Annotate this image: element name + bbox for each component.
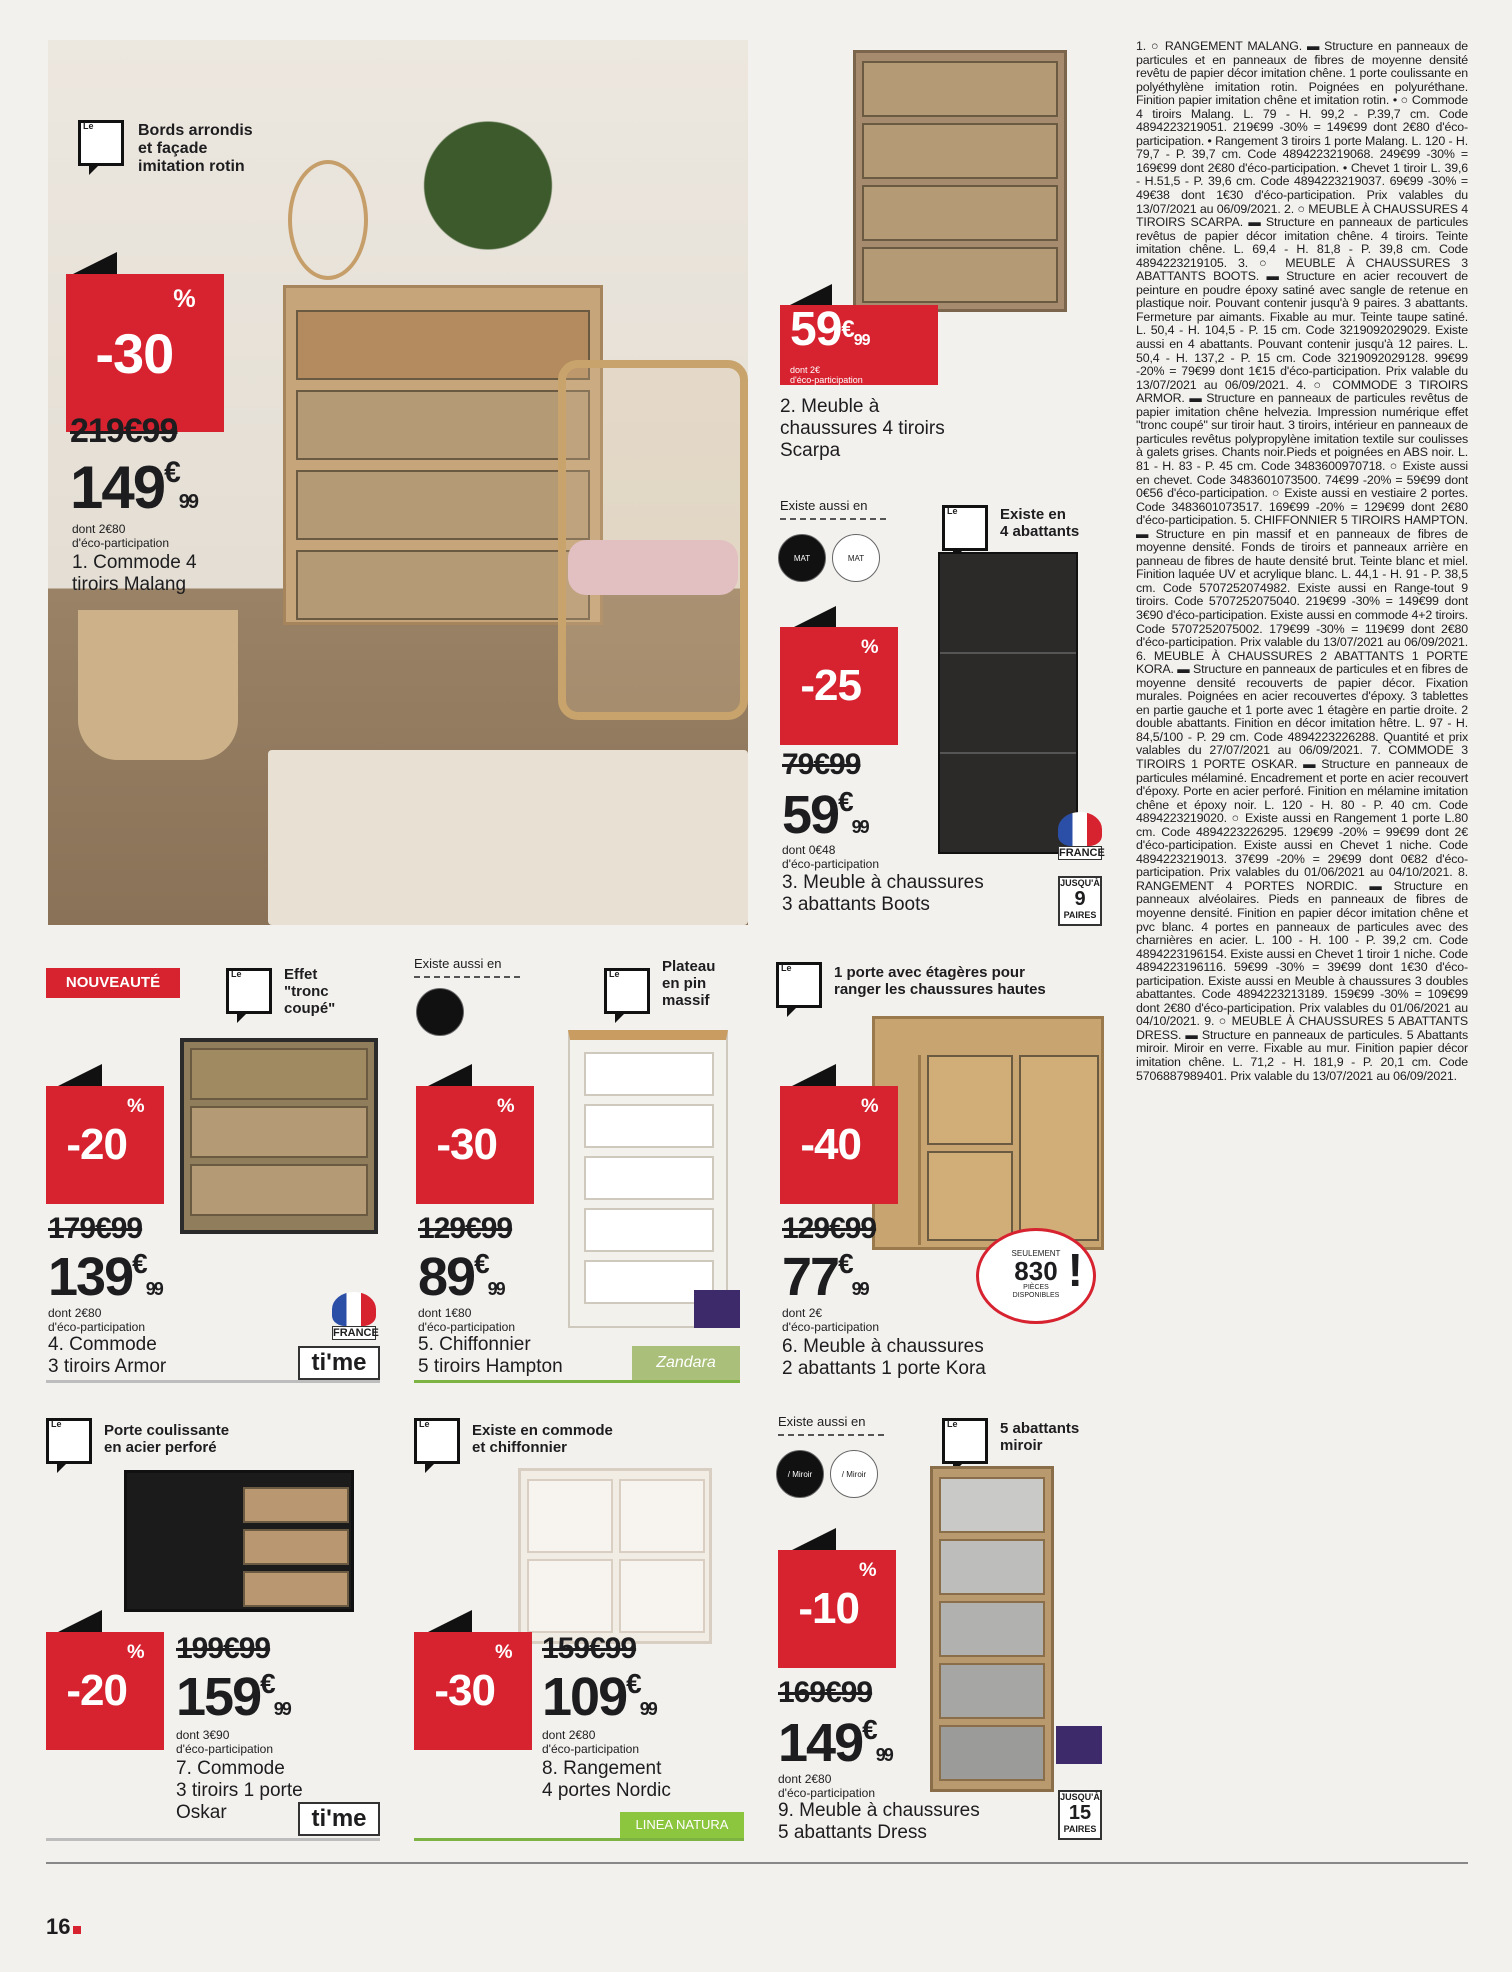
old-price: 179€99 [48, 1212, 143, 1245]
flag-tab [792, 606, 836, 628]
feature-text: Bords arrondis et façade imitation rotin [138, 122, 253, 175]
shoe-cabinet-boots [938, 552, 1078, 854]
divider [46, 1380, 380, 1383]
mirror-abattant [939, 1539, 1045, 1595]
price-currency: € [862, 1714, 876, 1745]
color-swatch-black[interactable] [416, 988, 464, 1036]
mirror-abattant [939, 1601, 1045, 1657]
door [527, 1559, 613, 1633]
eco-participation: dont 2€ d'éco-participation [790, 364, 863, 385]
price-badge [780, 302, 938, 385]
price-dec: 99 [853, 331, 870, 349]
price-int: 149 [70, 454, 165, 521]
divider [414, 1838, 744, 1841]
product-1-photo [48, 40, 748, 925]
discount-badge [416, 1086, 534, 1204]
discount-badge [780, 1086, 898, 1204]
price-dec: 99 [145, 1279, 162, 1299]
plus-icon [414, 1418, 460, 1464]
flag-tab [428, 1610, 472, 1632]
price-dec: 99 [639, 1699, 656, 1719]
old-price: 159€99 [542, 1632, 637, 1665]
percent-sign: % [859, 1558, 876, 1581]
eco-participation: dont 1€80 d'éco-participation [418, 1306, 516, 1334]
price-int: 89 [418, 1247, 475, 1307]
discount-badge [66, 274, 224, 432]
price-currency: € [841, 315, 854, 343]
plus-icon [78, 120, 124, 166]
abattant [927, 1055, 1013, 1145]
new-price [790, 302, 870, 365]
plus-icon [942, 1418, 988, 1464]
mirror-swatch-black[interactable]: / Miroir [776, 1450, 824, 1498]
flag-tab [58, 1064, 102, 1086]
discount-badge [46, 1632, 164, 1750]
price-dec: 99 [273, 1699, 290, 1719]
discount-value: -20 [66, 1666, 127, 1715]
discount-badge [778, 1550, 896, 1668]
old-price: 219€99 [70, 412, 178, 450]
exists-also-label: Existe aussi en [778, 1414, 866, 1429]
discount-badge [780, 627, 898, 745]
dashed-line [414, 976, 520, 978]
dresser-oskar [124, 1470, 354, 1612]
plus-icon [942, 505, 988, 551]
discount-value: -20 [66, 1120, 127, 1169]
flag-tab [428, 1064, 472, 1086]
discount-badge [46, 1086, 164, 1204]
product-name: 6. Meuble à chaussures 2 abattants 1 porte Kora [782, 1336, 986, 1379]
new-price [542, 1667, 656, 1727]
dashed-line [778, 1434, 884, 1436]
stock-badge [976, 1228, 1096, 1324]
drawer [862, 247, 1058, 303]
mirror-swatch-oak[interactable]: / Miroir [830, 1450, 878, 1498]
price-int: 149 [778, 1713, 863, 1773]
eco-participation: dont 2€80 d'éco-participation [542, 1728, 640, 1756]
price-currency: € [474, 1248, 488, 1279]
discount-value: -25 [800, 661, 861, 710]
old-price: 129€99 [418, 1212, 513, 1245]
cushion [568, 540, 738, 595]
stock-bottom: PIÈCES DISPONIBLES [1012, 1284, 1060, 1299]
new-price [70, 454, 198, 521]
rangement-nordic [518, 1468, 712, 1644]
old-price: 129€99 [782, 1212, 877, 1245]
price-int: 109 [542, 1667, 627, 1727]
eco-participation: dont 3€90 d'éco-participation [176, 1728, 274, 1756]
new-badge: NOUVEAUTÉ [46, 968, 180, 998]
new-price [418, 1247, 504, 1307]
footer-rule [46, 1862, 1468, 1864]
product-name: 3. Meuble à chaussures 3 abattants Boots [782, 872, 984, 915]
brand-logo: ti'me [298, 1802, 380, 1836]
old-price: 199€99 [176, 1632, 271, 1665]
shoe-cabinet-scarpa [853, 50, 1067, 312]
discount-value: -30 [436, 1120, 497, 1169]
percent-sign: % [495, 1640, 512, 1663]
dresser-drawer [296, 470, 590, 540]
drawer [243, 1529, 349, 1565]
discount-value: -30 [95, 321, 174, 385]
drawer [584, 1104, 714, 1148]
price-dec: 99 [487, 1279, 504, 1299]
feature-text: Existe en 4 abattants [1000, 506, 1080, 540]
color-swatch-black[interactable]: MAT [778, 534, 826, 582]
abattant [927, 1151, 1013, 1241]
pairs-number: 9 [1074, 888, 1086, 910]
percent-sign: % [127, 1094, 144, 1117]
pairs-top: JUSQU'À [1060, 878, 1100, 888]
exists-also-label: Existe aussi en [780, 498, 868, 513]
france-heart [332, 1292, 376, 1326]
price-dec: 99 [875, 1745, 892, 1765]
drawer [862, 123, 1058, 179]
percent-sign: % [497, 1094, 514, 1117]
price-currency: € [626, 1668, 640, 1699]
drawer [190, 1164, 368, 1216]
exists-also-label: Existe aussi en [414, 956, 502, 971]
basket [78, 610, 238, 760]
percent-sign: % [861, 635, 878, 658]
france-label: FRANCE [1059, 847, 1105, 859]
divider [414, 1380, 740, 1383]
drawer [190, 1048, 368, 1100]
dresser-drawer [296, 310, 590, 380]
plus-icon [604, 968, 650, 1014]
shoe-cabinet-kora [872, 1016, 1104, 1250]
dashed-line [780, 518, 886, 520]
flag-tab [792, 1528, 836, 1550]
chiffonnier-hampton [568, 1030, 728, 1328]
plus-icon [776, 962, 822, 1008]
drawer [584, 1156, 714, 1200]
eco-participation: dont 2€80 d'éco-participation [778, 1772, 876, 1800]
fabrication-logo [1056, 1726, 1102, 1764]
drawer [584, 1208, 714, 1252]
feature-text: Effet "tronc coupé" [284, 966, 336, 1017]
price-int: 77 [782, 1247, 839, 1307]
pairs-number: 15 [1068, 1802, 1092, 1824]
abattant-line [940, 652, 1076, 654]
page-number-text: 16 [46, 1914, 71, 1939]
page-dot [73, 1926, 81, 1934]
price-currency: € [838, 786, 852, 817]
stock-number: 830 [1014, 1256, 1058, 1286]
new-price [176, 1667, 290, 1727]
door [619, 1479, 705, 1553]
price-dec: 99 [178, 491, 198, 513]
eco-participation: dont 2€80 d'éco-participation [72, 522, 170, 550]
percent-sign: % [127, 1640, 144, 1663]
price-currency: € [132, 1248, 146, 1279]
abattant-line [940, 752, 1076, 754]
pairs-capacity-badge [1058, 876, 1102, 926]
price-int: 59 [790, 302, 842, 356]
flag-tab [73, 252, 117, 274]
price-currency: € [164, 456, 179, 489]
made-in-france-logo [1058, 812, 1105, 870]
mirror [288, 160, 368, 280]
plus-icon [226, 968, 272, 1014]
discount-value: -30 [434, 1666, 495, 1715]
stock-top: SEULEMENT [1011, 1249, 1061, 1258]
new-price [782, 1247, 868, 1307]
color-swatch-grey[interactable]: MAT [832, 534, 880, 582]
discount-badge [414, 1632, 532, 1750]
drawer [862, 185, 1058, 241]
drawer [584, 1052, 714, 1096]
drawer [243, 1487, 349, 1523]
percent-sign: % [861, 1094, 878, 1117]
product-name: 5. Chiffonnier 5 tiroirs Hampton [418, 1334, 563, 1377]
fine-print-block: 4. ○ COMMODE 3 TIROIRS ARMOR. ▬ Structure en panneaux de particules revêtus de papier imitation chêne helvezia. Impression numérique effet "tronc coupé" sur tiroir haut. 3 tiroirs, intérieur en panneaux de particules revêtus polypropylène imitation textile sur coulisses à galets grises. Chants noir.Pieds et poignées en ABS noir. L. 81 - H. 83 - P. 45 cm. Code 3483600970718. ○ Existe aussi en chevet. Code 3483601073500. 74€99 -20% = 59€99 dont 0€56 d'éco-participation. ○ Existe aussi en vestiaire 2 portes. Code 3483601073517. 169€99 -20% = 129€99 dont 2€80 d'éco-participation. 5. CHIFFONNIER 5 TIROIRS HAMPTON. ▬ Structure en pin massif et en panneaux de fibres de moyenne densité. Fonds de tiroirs et panneaux arrière en panneau de fibres de haute densité brut. Teinte blanc et miel. Finition laquée UV et acrylique blanc. L. 44,1 - H. 91 - P. 38,5 cm. Code 5707252074982. Existe aussi en Range-tout 9 tiroirs. Code 5707252075040. 219€99 -30% = 149€99 dont 3€90 d'éco-participation. Existe aussi en commode 4+2 tiroirs. Code 5707252075002. 179€99 -30% = 119€99 dont 2€80 d'éco-participation. Prix valable du 13/07/2021 au 06/09/2021. 6. MEUBLE À CHAUSSURES 2 ABATTANTS 1 PORTE KORA. ▬ Structure en panneaux de particules et en fibres de moyenne densité recouverts de papier décor. Fixation murales. Poignées en acier recouvertes d'époxy. 3 tablettes en partie gauche et 1 porte avec 1 étagère en partie droite. 2 double abattants. Finition en décor imitation hêtre. L. 97 - H. 84,5/100 - P. 29 cm. Code 4894223226288. Quantité et prix valables du 27/07/2021 au 06/09/2021. 7. COMMODE 3 TIROIRS 1 PORTE OSKAR. ▬ Structure en panneaux de particules mélaminé. Encadrement et porte en acier recouvert d'époxy. Porte en acier perforé. Finition en mélamine imitation chêne et époxy noir. L. 120 - H. 80 - P. 40 cm. Code 4894223219020. ○ Existe aussi en Rangement 1 porte L.80 cm. Code 4894223226295. 129€99 -20% = 99€99 dont 2€ d'éco-participation. Existe aussi en Chevet 1 niche. Code 4894223219013. 37€99 -20% = 29€99 dont 0€82 d'éco-participation. Prix valables du 01/06/2021 au 04/10/2021. [1136, 377, 1468, 880]
dresser-armor [180, 1038, 378, 1234]
made-in-france-logo [332, 1292, 379, 1350]
brand-logo: ti'me [298, 1346, 380, 1380]
new-price [778, 1713, 892, 1773]
drawer [243, 1571, 349, 1607]
divider [46, 1838, 380, 1841]
brand-logo: LINEA NATURA [620, 1812, 744, 1838]
old-price: 79€99 [782, 748, 861, 781]
eco-participation: dont 0€48 d'éco-participation [782, 843, 880, 871]
pairs-top: JUSQU'À [1060, 1792, 1100, 1802]
fine-print-column [1136, 40, 1468, 1083]
price-int: 139 [48, 1247, 133, 1307]
flag-tab [792, 1064, 836, 1086]
price-int: 59 [782, 785, 839, 845]
dresser-drawer [296, 550, 590, 620]
pairs-bottom: PAIRES [1063, 1824, 1097, 1834]
drawer [190, 1106, 368, 1158]
feature-text: Existe en commode et chiffonnier [472, 1422, 613, 1456]
price-currency: € [838, 1248, 852, 1279]
france-heart [1058, 812, 1102, 846]
brand-logo: Zandara [632, 1346, 740, 1380]
fine-print-block: 8. RANGEMENT 4 PORTES NORDIC. ▬ Structure en panneaux alvéolaires. Pieds en panneaux de fibres de moyenne densité. Finition en papier décor imitation chêne et pvc blanc. 4 portes en panneaux de particules avec des charnières en acier. L. 100 - H. 100 - P. 39,2 cm. Code 4894223196154. Existe aussi en Chevet 1 tiroir 1 niche. Code 4894223196116. 59€99 -30% = 39€99 dont 1€30 d'éco-participation. Existe aussi en Meuble à chaussures 3 doubles abattantes. Code 4894223213189. 159€99 -30% = 109€99 dont 2€80 d'éco-participation. Prix valables du 01/06/2021 au 04/10/2021. 9. ○ MEUBLE À CHAUSSURES 5 ABATTANTS DRESS. ▬ Structure en panneaux de particules. 5 Abattants miroir. Miroir en verre. Fixable au mur. Finition papier décor imitation chêne. L. 71,2 - H. 181,9 - P. 20,1 cm. Code 5706887989401. Prix valable du 13/07/2021 au 06/09/2021. [1136, 865, 1468, 1083]
eco-participation: dont 2€80 d'éco-participation [48, 1306, 146, 1334]
price-int: 159 [176, 1667, 261, 1727]
plant [408, 70, 568, 280]
fabrication-logo [694, 1290, 740, 1328]
product-name: 2. Meuble à chaussures 4 tiroirs Scarpa [780, 396, 945, 461]
plus-icon [46, 1418, 92, 1464]
dresser-drawer [296, 390, 590, 460]
percent-sign: % [173, 285, 195, 314]
door [619, 1559, 705, 1633]
feature-text: 5 abattants miroir [1000, 1420, 1080, 1454]
eco-participation: dont 2€ d'éco-participation [782, 1306, 880, 1334]
product-name: 9. Meuble à chaussures 5 abattants Dress [778, 1800, 980, 1843]
price-dec: 99 [851, 817, 868, 837]
rug [268, 750, 748, 925]
feature-text: 1 porte avec étagères pour ranger les chaussures hautes [834, 964, 1046, 998]
feature-text: Porte coulissante en acier perforé [104, 1422, 230, 1456]
mirror-abattant [939, 1725, 1045, 1781]
drawer [862, 61, 1058, 117]
discount-value: -10 [798, 1584, 859, 1633]
pairs-capacity-badge [1058, 1790, 1102, 1840]
product-name: 1. Commode 4 tiroirs Malang [72, 552, 197, 595]
product-name: 7. Commode 3 tiroirs 1 porte Oskar [176, 1758, 303, 1823]
new-price [48, 1247, 162, 1307]
new-price [782, 785, 868, 845]
france-label: FRANCE [333, 1327, 379, 1339]
door [1019, 1055, 1099, 1241]
fine-print-block: 1. ○ RANGEMENT MALANG. ▬ Structure en panneaux de particules et en panneaux de fibres de moyenne densité revêtu de papier décor imitation chêne. 1 porte coulissante en polyéthylène imitation rotin. Poignées en polyuréthane. Finition papier imitation chêne et imitation rotin. • ○ Commode 4 tiroirs Malang. L. 79 - H. 99,2 - P.39,7 cm. Code 4894223219051. 219€99 -30% = 149€99 dont 2€80 d'éco-participation. • Rangement 3 tiroirs 1 porte Malang. L. 120 - H. 79,7 - P. 39,7 cm. Code 4894223219068. 249€99 -30% = 169€99 dont 2€80 d'éco-participation. • Chevet 1 tiroir L. 39,6 - H.51,5 - P. 39,6 cm. Code 4894223219037. 69€99 -30% = 49€38 dont 1€30 d'éco-participation. Prix valables du 13/07/2021 au 06/09/2021. 2. ○ MEUBLE À CHAUSSURES 4 TIROIRS SCARPA. ▬ Structure en panneaux de particules revêtus de papier décor imitation chêne. 4 tiroirs. Teinte imitation chêne. L. 69,4 - H. 81,8 - P. 39,8 cm. Code 4894223219105. 3. ○ MEUBLE À CHAUSSURES 3 ABATTANTS BOOTS. ▬ Structure en acier recouvert de peinture en poudre époxy satiné avec sangle de retenue en plastique noir. Pouvant contenir jusqu'à 9 paires. 3 abattants. Fermeture par aimants. Fixable au mur. Teinte taupe satiné. L. 50,4 - H. 104,5 - P. 15 cm. Code 3219092029029. Existe aussi en 4 abattants. Pouvant contenir jusqu'à 12 paires. L. 50,4 - H. 137,2 - P. 15 cm. Code 3219092029128. 99€99 -20% = 79€99 dont 1€15 d'éco-participation. Prix valable du 13/07/2021 au 06/09/2021. [1136, 39, 1468, 392]
door [527, 1479, 613, 1553]
old-price: 169€99 [778, 1676, 873, 1709]
feature-text: Plateau en pin massif [662, 958, 716, 1009]
pairs-bottom: PAIRES [1063, 910, 1097, 920]
shoe-cabinet-dress [930, 1466, 1054, 1792]
discount-value: -40 [800, 1120, 861, 1169]
flag-tab [58, 1610, 102, 1632]
price-dec: 99 [851, 1279, 868, 1299]
product-name: 4. Commode 3 tiroirs Armor [48, 1334, 167, 1377]
product-name: 8. Rangement 4 portes Nordic [542, 1758, 671, 1801]
page-number [46, 1914, 81, 1940]
mirror-abattant [939, 1477, 1045, 1533]
price-currency: € [260, 1668, 274, 1699]
mirror-abattant [939, 1663, 1045, 1719]
exclamation-icon: ! [1067, 1244, 1083, 1296]
